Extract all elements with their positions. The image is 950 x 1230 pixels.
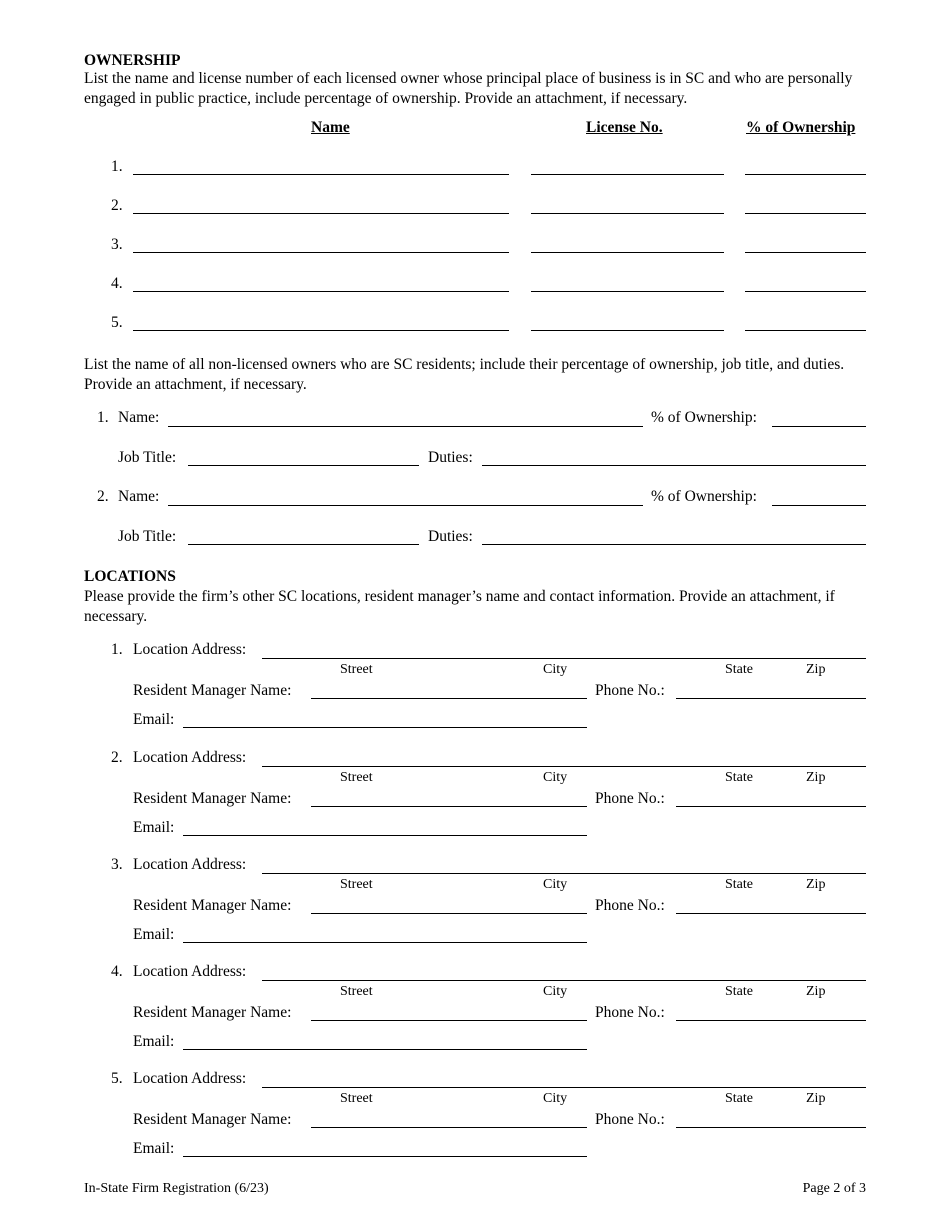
zip-caption: Zip [806, 984, 826, 999]
resident-manager-field[interactable] [311, 698, 587, 699]
email-label: Email: [133, 819, 175, 836]
city-caption: City [543, 770, 568, 785]
resident-manager-label: Resident Manager Name: [133, 790, 292, 807]
street-caption: Street [340, 877, 373, 892]
page-number: Page 2 of 3 [802, 1181, 866, 1196]
row-number: 4. [111, 275, 123, 292]
nonlicensed-ownership-label: % of Ownership: [651, 488, 757, 505]
city-caption: City [543, 984, 568, 999]
nonlicensed-name-field[interactable] [168, 505, 643, 506]
city-caption: City [543, 877, 568, 892]
owner-name-field[interactable] [133, 174, 509, 175]
zip-caption: Zip [806, 1091, 826, 1106]
row-number: 5. [111, 314, 123, 331]
resident-manager-label: Resident Manager Name: [133, 1004, 292, 1021]
zip-caption: Zip [806, 877, 826, 892]
resident-manager-field[interactable] [311, 1020, 587, 1021]
email-field[interactable] [183, 727, 587, 728]
phone-field[interactable] [676, 913, 866, 914]
ownership-heading: OWNERSHIP [84, 52, 181, 69]
email-field[interactable] [183, 1049, 587, 1050]
location-address-field[interactable] [262, 766, 866, 767]
nonlicensed-instructions: List the name of all non-licensed owners who are SC residents; include their percentage of ownership, job title, and duties. Provide an attachment, if necessary. [84, 356, 845, 393]
owner-percent-field[interactable] [745, 252, 866, 253]
phone-field[interactable] [676, 1020, 866, 1021]
resident-manager-field[interactable] [311, 806, 587, 807]
duties-label: Duties: [428, 449, 473, 466]
owner-name-field[interactable] [133, 291, 509, 292]
nonlicensed-number: 2. [97, 488, 109, 505]
owner-name-field[interactable] [133, 330, 509, 331]
email-label: Email: [133, 1033, 175, 1050]
phone-field[interactable] [676, 806, 866, 807]
nonlicensed-number: 1. [97, 409, 109, 426]
job-title-field[interactable] [188, 465, 419, 466]
phone-label: Phone No.: [595, 1111, 665, 1128]
nonlicensed-ownership-field[interactable] [772, 505, 866, 506]
location-number: 5. [111, 1070, 123, 1087]
nonlicensed-name-label: Name: [118, 409, 160, 426]
phone-label: Phone No.: [595, 1004, 665, 1021]
state-caption: State [725, 984, 753, 999]
email-field[interactable] [183, 835, 587, 836]
email-label: Email: [133, 711, 175, 728]
nonlicensed-ownership-label: % of Ownership: [651, 409, 757, 426]
location-number: 3. [111, 856, 123, 873]
owner-percent-field[interactable] [745, 174, 866, 175]
location-address-field[interactable] [262, 873, 866, 874]
owner-percent-field[interactable] [745, 291, 866, 292]
location-number: 2. [111, 749, 123, 766]
resident-manager-field[interactable] [311, 913, 587, 914]
phone-field[interactable] [676, 1127, 866, 1128]
nonlicensed-ownership-field[interactable] [772, 426, 866, 427]
column-header-license: License No. [586, 119, 663, 136]
row-number: 2. [111, 197, 123, 214]
email-label: Email: [133, 1140, 175, 1157]
owner-license-field[interactable] [531, 213, 724, 214]
location-address-label: Location Address: [133, 749, 247, 766]
city-caption: City [543, 662, 568, 677]
location-address-field[interactable] [262, 980, 866, 981]
location-address-label: Location Address: [133, 1070, 247, 1087]
email-label: Email: [133, 926, 175, 943]
state-caption: State [725, 770, 753, 785]
phone-field[interactable] [676, 698, 866, 699]
state-caption: State [725, 1091, 753, 1106]
state-caption: State [725, 877, 753, 892]
location-number: 1. [111, 641, 123, 658]
street-caption: Street [340, 662, 373, 677]
duties-field[interactable] [482, 544, 866, 545]
row-number: 3. [111, 236, 123, 253]
column-header-name: Name [311, 119, 350, 136]
locations-instructions: Please provide the firm’s other SC locations, resident manager’s name and contact information. Provide an attachment, if necessary. [84, 588, 835, 625]
location-address-label: Location Address: [133, 641, 247, 658]
location-address-label: Location Address: [133, 963, 247, 980]
location-address-field[interactable] [262, 1087, 866, 1088]
job-title-field[interactable] [188, 544, 419, 545]
location-address-field[interactable] [262, 658, 866, 659]
phone-label: Phone No.: [595, 897, 665, 914]
owner-license-field[interactable] [531, 330, 724, 331]
street-caption: Street [340, 984, 373, 999]
row-number: 1. [111, 158, 123, 175]
column-header-ownership: % of Ownership [746, 119, 856, 136]
email-field[interactable] [183, 942, 587, 943]
phone-label: Phone No.: [595, 790, 665, 807]
locations-heading: LOCATIONS [84, 568, 176, 585]
resident-manager-label: Resident Manager Name: [133, 897, 292, 914]
email-field[interactable] [183, 1156, 587, 1157]
duties-field[interactable] [482, 465, 866, 466]
resident-manager-label: Resident Manager Name: [133, 682, 292, 699]
street-caption: Street [340, 770, 373, 785]
nonlicensed-name-field[interactable] [168, 426, 643, 427]
city-caption: City [543, 1091, 568, 1106]
job-title-label: Job Title: [118, 449, 177, 466]
job-title-label: Job Title: [118, 528, 177, 545]
zip-caption: Zip [806, 770, 826, 785]
state-caption: State [725, 662, 753, 677]
owner-name-field[interactable] [133, 252, 509, 253]
zip-caption: Zip [806, 662, 826, 677]
location-address-label: Location Address: [133, 856, 247, 873]
owner-name-field[interactable] [133, 213, 509, 214]
phone-label: Phone No.: [595, 682, 665, 699]
owner-percent-field[interactable] [745, 213, 866, 214]
form-name-footer: In-State Firm Registration (6/23) [84, 1181, 269, 1196]
location-number: 4. [111, 963, 123, 980]
resident-manager-field[interactable] [311, 1127, 587, 1128]
resident-manager-label: Resident Manager Name: [133, 1111, 292, 1128]
owner-percent-field[interactable] [745, 330, 866, 331]
duties-label: Duties: [428, 528, 473, 545]
owner-license-field[interactable] [531, 291, 724, 292]
owner-license-field[interactable] [531, 174, 724, 175]
street-caption: Street [340, 1091, 373, 1106]
nonlicensed-name-label: Name: [118, 488, 160, 505]
ownership-instructions: List the name and license number of each licensed owner whose principal place of business is in SC and who are personally engaged in public practice, include percentage of ownership. Provide an attachment, if necessary. [84, 70, 853, 107]
owner-license-field[interactable] [531, 252, 724, 253]
